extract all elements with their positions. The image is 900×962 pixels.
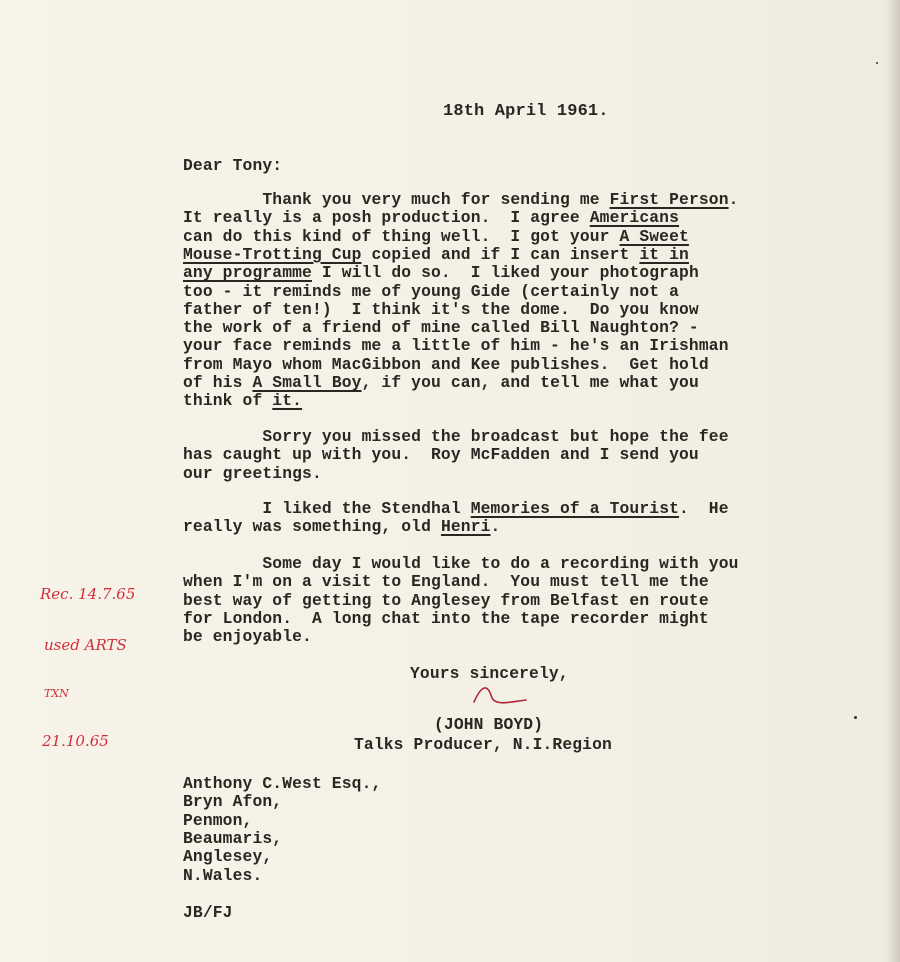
- page-edge-shadow: [886, 0, 900, 962]
- body-line: [183, 573, 709, 591]
- body-line: [183, 337, 729, 355]
- address-line: Penmon,: [183, 810, 253, 830]
- body-line: [183, 610, 709, 628]
- body-text: Sorry you missed the broadcast but hope the fee: [183, 427, 729, 446]
- body-text: really was something, old: [183, 517, 441, 537]
- body-text: , if you can, and tell me what you: [361, 373, 699, 392]
- closing: Yours sincerely,: [410, 664, 569, 683]
- body-text: .: [490, 517, 501, 537]
- underlined-title: Americans: [589, 208, 680, 228]
- body-line: [183, 392, 302, 410]
- signer-title: Talks Producer, N.I.Region: [354, 735, 612, 754]
- body-text: copied and if I can insert: [361, 244, 640, 264]
- body-line: [183, 465, 322, 483]
- body-text: for London. A long chat into the tape recorder might: [183, 608, 709, 628]
- body-line: [183, 592, 709, 610]
- reference-initials: JB/FJ: [183, 903, 233, 922]
- body-text: father of ten!) I think it's the dome. Do you know: [183, 299, 699, 319]
- salutation: Dear Tony:: [183, 156, 283, 175]
- body-text: your face reminds me a little of him - he's an Irishman: [183, 336, 729, 356]
- body-line: [183, 191, 739, 209]
- annotation-line-1: Rec. 14.7.65: [40, 585, 136, 603]
- address-line: Anthony C.West Esq.,: [183, 774, 382, 793]
- body-text: too - it reminds me of young Gide (certainly not a: [183, 281, 680, 301]
- body-text: be enjoyable.: [183, 627, 312, 647]
- body-text: Some day I would like to do a recording with you: [183, 554, 739, 573]
- body-line: [183, 246, 689, 264]
- body-line: [183, 446, 699, 464]
- underlined-title: Henri: [440, 517, 491, 537]
- underlined-title: Memories of a Tourist: [470, 499, 680, 518]
- body-line: [183, 500, 729, 518]
- body-line: [183, 283, 679, 301]
- underlined-title: it in: [639, 244, 689, 264]
- body-text: think of: [183, 391, 273, 411]
- body-line: [183, 264, 699, 282]
- paper-speck: [876, 62, 878, 64]
- body-text: from Mayo whom MacGibbon and Kee publishes. Get hold: [183, 354, 709, 374]
- underlined-title: A Sweet: [619, 226, 689, 246]
- body-text: . He: [679, 499, 729, 518]
- handwritten-signature: [470, 680, 530, 708]
- body-text: the work of a friend of mine called Bill Naughton? -: [183, 318, 699, 338]
- body-line: [183, 374, 699, 392]
- underlined-title: Mouse-Trotting Cup: [183, 244, 362, 264]
- address-line: Bryn Afon,: [183, 792, 283, 812]
- body-line: [183, 301, 699, 319]
- annotation-line-2: used ARTS: [44, 636, 127, 654]
- body-line: [183, 428, 729, 446]
- body-text: best way of getting to Anglesey from Belfast en route: [183, 590, 709, 610]
- underlined-title: it.: [272, 391, 303, 411]
- body-line: [183, 356, 709, 374]
- body-text: I liked the Stendhal: [183, 499, 471, 518]
- address-line: Beaumaris,: [183, 828, 283, 848]
- body-text: can do this kind of thing well. I got your: [183, 226, 620, 246]
- body-text: .: [728, 190, 739, 209]
- body-text: I will do so. I liked your photograph: [311, 263, 699, 283]
- signer-name: (JOHN BOYD): [434, 715, 544, 734]
- body-text: Thank you very much for sending me: [183, 190, 610, 209]
- margin-annotation: [40, 552, 135, 767]
- underlined-title: A Small Boy: [252, 373, 362, 392]
- annotation-line-3: TXN: [44, 687, 69, 700]
- body-text: of his: [183, 373, 253, 392]
- body-line: [183, 555, 739, 573]
- body-line: [183, 319, 699, 337]
- body-text: has caught up with you. Roy McFadden and I send you: [183, 445, 699, 465]
- body-text: when I'm on a visit to England. You must tell me the: [183, 572, 709, 592]
- body-line: [183, 228, 689, 246]
- body-line: [183, 518, 500, 536]
- address-line: Anglesey,: [183, 847, 273, 867]
- underlined-title: First Person: [609, 190, 729, 209]
- body-line: [183, 628, 312, 646]
- body-text: our greetings.: [183, 463, 322, 483]
- underlined-title: any programme: [183, 263, 312, 283]
- body-line: [183, 209, 679, 227]
- paper-speck: [854, 716, 857, 719]
- address-line: N.Wales.: [183, 865, 263, 885]
- letter-date: 18th April 1961.: [443, 102, 609, 121]
- body-text: It really is a posh production. I agree: [183, 208, 590, 228]
- annotation-line-4: 21.10.65: [42, 732, 109, 750]
